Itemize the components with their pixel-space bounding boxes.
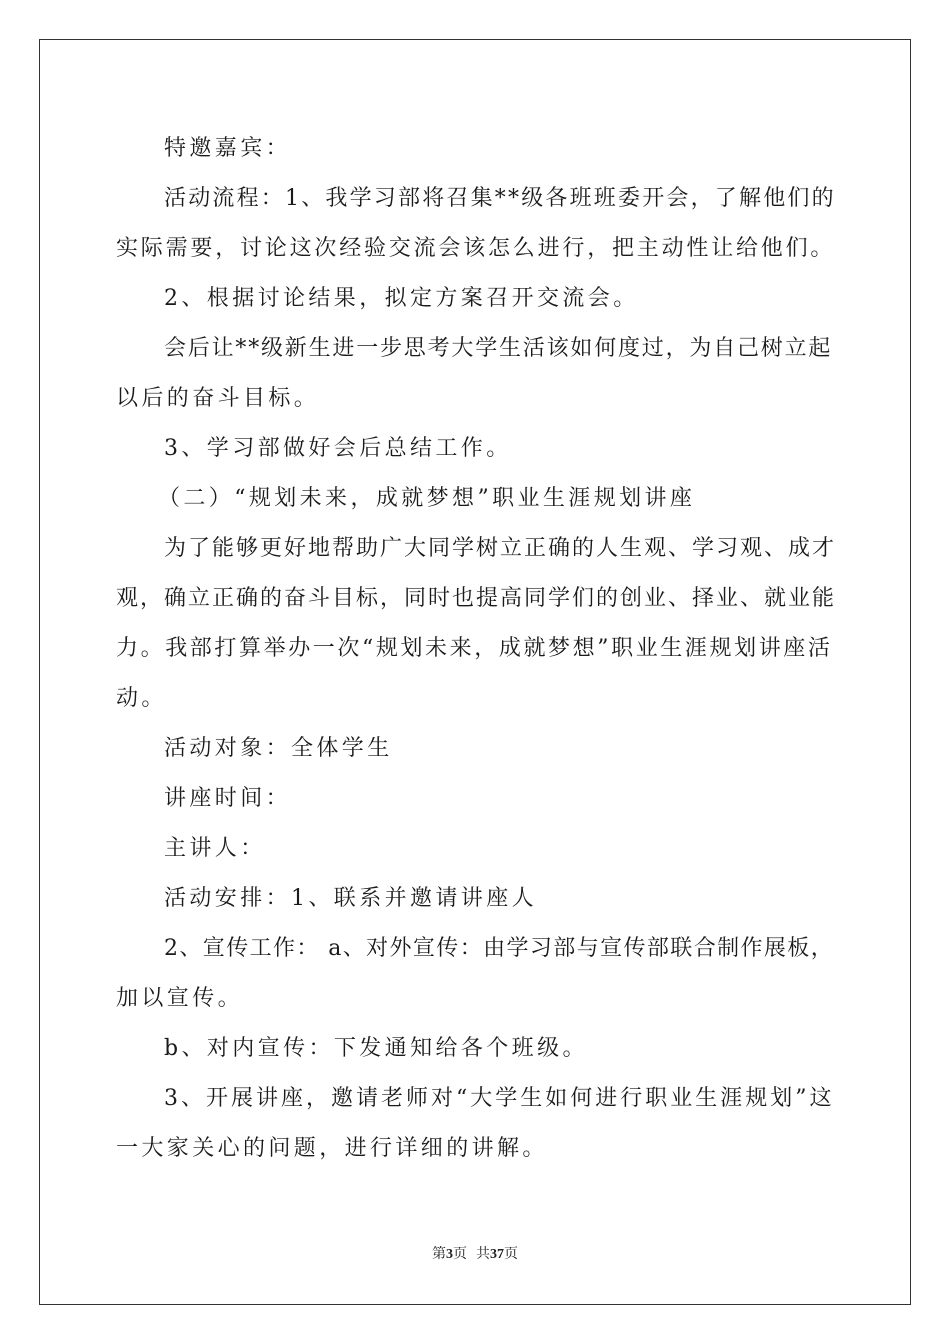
footer-mid: 页 共 — [453, 1246, 490, 1262]
current-page-number: 3 — [446, 1247, 454, 1262]
paragraph-line: 特邀嘉宾： — [164, 136, 292, 161]
total-page-count: 37 — [489, 1247, 504, 1262]
paragraph-line: 加以宣传。 — [116, 986, 244, 1011]
page-footer — [0, 1244, 950, 1265]
paragraph-line: 活动对象：全体学生 — [164, 736, 393, 761]
paragraph-line: 会后让**级新生进一步思考大学生活该如何度过，为自己树立起 — [164, 336, 833, 361]
paragraph-line: 力。我部打算举办一次“规划未来，成就梦想”职业生涯规划讲座活 — [116, 636, 833, 661]
footer-suffix: 页 — [503, 1246, 518, 1262]
paragraph-line: 讲座时间： — [164, 786, 292, 811]
paragraph-line: 以后的奋斗目标。 — [116, 386, 320, 411]
paragraph-line: 活动安排：1、联系并邀请讲座人 — [164, 886, 537, 911]
page-border — [39, 39, 911, 1305]
paragraph-line: 动。 — [116, 686, 167, 711]
paragraph-line: 2、宣传工作： a、对外宣传：由学习部与宣传部联合制作展板， — [164, 936, 835, 961]
section-heading: （二）“规划未来，成就梦想”职业生涯规划讲座 — [158, 486, 696, 511]
paragraph-line: 观，确立正确的奋斗目标，同时也提高同学们的创业、择业、就业能 — [116, 586, 837, 611]
footer-prefix: 第 — [432, 1246, 447, 1262]
paragraph-line: b、对内宣传：下发通知给各个班级。 — [164, 1036, 588, 1061]
paragraph-line: 一大家关心的问题，进行详细的讲解。 — [116, 1136, 548, 1161]
paragraph-line: 为了能够更好地帮助广大同学树立正确的人生观、学习观、成才 — [164, 536, 837, 561]
paragraph-line: 2、根据讨论结果，拟定方案召开交流会。 — [164, 286, 639, 311]
paragraph-line: 3、开展讲座，邀请老师对“大学生如何进行职业生涯规划”这 — [164, 1086, 835, 1111]
paragraph-line: 活动流程：1、我学习部将召集**级各班班委开会，了解他们的 — [164, 186, 836, 211]
paragraph-line: 3、学习部做好会后总结工作。 — [164, 436, 512, 461]
paragraph-line: 实际需要，讨论这次经验交流会该怎么进行，把主动性让给他们。 — [116, 236, 836, 261]
paragraph-line: 主讲人： — [164, 836, 266, 861]
